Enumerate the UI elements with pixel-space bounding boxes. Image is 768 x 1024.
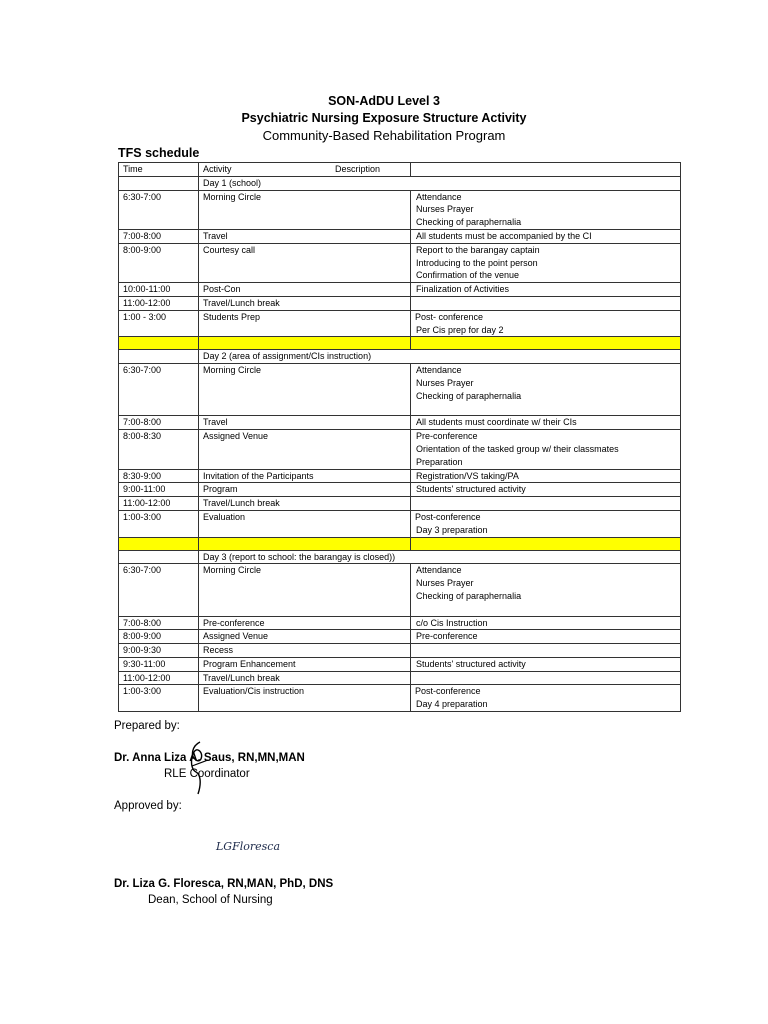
- approved-by-title: Dean, School of Nursing: [148, 894, 273, 906]
- time-cell: 11:00-12:00: [119, 671, 199, 685]
- highlight-separator-row: [119, 537, 681, 550]
- description-line: Nurses Prayer: [416, 578, 474, 589]
- description-line: Pre-conference: [416, 631, 478, 642]
- activity-cell: Evaluation/Cis instruction: [199, 685, 411, 712]
- description-line: Checking of paraphernalia: [416, 217, 522, 228]
- time-cell: 11:00-12:00: [119, 296, 199, 310]
- activity-cell: Morning Circle: [199, 190, 411, 229]
- table-row: [119, 430, 681, 469]
- description-line: Checking of paraphernalia: [416, 590, 522, 601]
- activity-cell: Pre-conference: [199, 616, 411, 630]
- time-cell: 6:30-7:00: [119, 190, 199, 229]
- table-row: [119, 229, 681, 243]
- description-line: Post-conference: [415, 686, 481, 697]
- table-row: [119, 243, 681, 282]
- description-cell: [411, 296, 681, 310]
- description-line: Attendance: [416, 565, 462, 576]
- time-cell: 1:00-3:00: [119, 685, 199, 712]
- description-line: Nurses Prayer: [416, 204, 474, 215]
- description-line: Finalization of Activities: [416, 284, 510, 295]
- day3-label: Day 3 (report to school: the barangay is closed)): [199, 550, 681, 564]
- table-row: [119, 564, 681, 616]
- highlight-cell: [119, 537, 199, 550]
- doc-title-line1: SON-AdDU Level 3: [328, 94, 440, 108]
- highlight-cell: [411, 537, 681, 550]
- table-row: [119, 416, 681, 430]
- description-cell: [411, 644, 681, 658]
- header-description-label: Description: [335, 164, 381, 174]
- day-label-empty: [119, 176, 199, 190]
- description-line: Orientation of the tasked group w/ their classmates: [416, 443, 619, 454]
- approved-by-label: Approved by:: [114, 800, 182, 812]
- description-cell: [411, 310, 681, 337]
- table-row: [119, 616, 681, 630]
- description-line: Students' structured activity: [416, 658, 526, 669]
- time-cell: 1:00-3:00: [119, 510, 199, 537]
- activity-cell: Morning Circle: [199, 564, 411, 616]
- activity-cell: Recess: [199, 644, 411, 658]
- activity-cell: Program: [199, 483, 411, 497]
- table-row: [119, 510, 681, 537]
- header-activity-label: Activity: [203, 164, 232, 174]
- day-label-row: [119, 176, 681, 190]
- description-cell: [411, 685, 681, 712]
- prepared-by-label: Prepared by:: [114, 720, 180, 732]
- description-cell: [411, 510, 681, 537]
- description-line: Students' structured activity: [416, 484, 526, 495]
- description-line: Day 4 preparation: [416, 699, 488, 710]
- description-line: c/o Cis Instruction: [416, 617, 488, 628]
- description-cell: [411, 243, 681, 282]
- time-cell: 7:00-8:00: [119, 616, 199, 630]
- prepared-by-name: Dr. Anna Liza A. Saus, RN,MN,MAN: [114, 752, 305, 764]
- activity-cell: Invitation of the Participants: [199, 469, 411, 483]
- table-header-row: [119, 163, 681, 177]
- day-label-row: [119, 350, 681, 364]
- table-row: [119, 190, 681, 229]
- description-line: [415, 297, 680, 310]
- description-cell: [411, 229, 681, 243]
- description-cell: [411, 497, 681, 511]
- highlight-cell: [199, 537, 411, 550]
- section-title: TFS schedule: [118, 146, 200, 160]
- time-cell: 7:00-8:00: [119, 416, 199, 430]
- description-cell: [411, 657, 681, 671]
- highlight-separator-row: [119, 337, 681, 350]
- table-row: [119, 644, 681, 658]
- table-row: [119, 685, 681, 712]
- activity-cell: Travel/Lunch break: [199, 497, 411, 511]
- description-line: Report to the barangay captain: [416, 244, 540, 255]
- description-line: [415, 644, 680, 657]
- description-cell: [411, 616, 681, 630]
- time-cell: 8:30-9:00: [119, 469, 199, 483]
- description-cell: [411, 416, 681, 430]
- activity-cell: Assigned Venue: [199, 430, 411, 469]
- time-cell: 11:00-12:00: [119, 497, 199, 511]
- activity-cell: Travel: [199, 229, 411, 243]
- day2-label: Day 2 (area of assignment/CIs instruction): [199, 350, 681, 364]
- doc-title-line2: Psychiatric Nursing Exposure Structure Activity: [241, 111, 527, 125]
- header-time: Time: [119, 163, 199, 177]
- table-row: [119, 671, 681, 685]
- description-line: All students must coordinate w/ their CIs: [416, 417, 577, 428]
- time-cell: 7:00-8:00: [119, 229, 199, 243]
- highlight-cell: [199, 337, 411, 350]
- activity-cell: Travel/Lunch break: [199, 296, 411, 310]
- day-label-empty: [119, 350, 199, 364]
- description-line: Day 3 preparation: [416, 524, 488, 535]
- time-cell: 9:30-11:00: [119, 657, 199, 671]
- highlight-cell: [119, 337, 199, 350]
- description-cell: [411, 469, 681, 483]
- time-cell: 8:00-8:30: [119, 430, 199, 469]
- description-line: Per Cis prep for day 2: [416, 324, 504, 335]
- time-cell: 8:00-9:00: [119, 243, 199, 282]
- signature-floresca-text: LGFloresca: [216, 840, 280, 853]
- header-description: [335, 163, 681, 177]
- table-row: [119, 296, 681, 310]
- table-row: [119, 310, 681, 337]
- description-line: Post-conference: [415, 511, 481, 522]
- description-cell: [411, 671, 681, 685]
- description-line: Introducing to the point person: [416, 257, 538, 268]
- description-line: Attendance: [416, 365, 462, 376]
- activity-cell: Program Enhancement: [199, 657, 411, 671]
- description-line: Registration/VS taking/PA: [416, 470, 519, 481]
- day-label-empty: [119, 550, 199, 564]
- activity-cell: Courtesy call: [199, 243, 411, 282]
- table-row: [119, 469, 681, 483]
- description-line: Checking of paraphernalia: [416, 390, 522, 401]
- table-row: [119, 364, 681, 416]
- activity-cell: Assigned Venue: [199, 630, 411, 644]
- description-line: Post- conference: [415, 311, 484, 322]
- day-label-row: [119, 550, 681, 564]
- activity-cell: Travel/Lunch break: [199, 671, 411, 685]
- description-cell: [411, 630, 681, 644]
- time-cell: 6:30-7:00: [119, 564, 199, 616]
- prepared-by-title: RLE Coordinator: [164, 768, 250, 780]
- time-cell: 9:00-11:00: [119, 483, 199, 497]
- description-line: Pre-conference: [416, 431, 478, 442]
- time-cell: 1:00 - 3:00: [119, 310, 199, 337]
- doc-title-line3: Community-Based Rehabilitation Program: [262, 128, 506, 143]
- description-line: Attendance: [416, 191, 462, 202]
- description-cell: [411, 190, 681, 229]
- time-cell: 8:00-9:00: [119, 630, 199, 644]
- description-cell: [411, 564, 681, 616]
- description-cell: [411, 430, 681, 469]
- table-row: [119, 657, 681, 671]
- time-cell: 10:00-11:00: [119, 283, 199, 297]
- description-spacer: [415, 403, 680, 416]
- description-line: Preparation: [416, 456, 463, 467]
- description-spacer: [415, 603, 680, 616]
- description-line: Confirmation of the venue: [416, 270, 520, 281]
- description-line: [415, 672, 680, 685]
- description-cell: [411, 364, 681, 416]
- activity-cell: Evaluation: [199, 510, 411, 537]
- activity-cell: Students Prep: [199, 310, 411, 337]
- activity-cell: Morning Circle: [199, 364, 411, 416]
- time-cell: 9:00-9:30: [119, 644, 199, 658]
- table-row: [119, 630, 681, 644]
- activity-cell: Travel: [199, 416, 411, 430]
- schedule-table: [118, 162, 681, 712]
- description-line: All students must be accompanied by the CI: [416, 230, 592, 241]
- description-line: Nurses Prayer: [416, 377, 474, 388]
- description-line: [415, 497, 680, 510]
- signature-floresca: [214, 832, 284, 860]
- highlight-cell: [411, 337, 681, 350]
- description-cell: [411, 283, 681, 297]
- time-cell: 6:30-7:00: [119, 364, 199, 416]
- activity-cell: Post-Con: [199, 283, 411, 297]
- approved-by-name: Dr. Liza G. Floresca, RN,MAN, PhD, DNS: [114, 878, 334, 890]
- table-row: [119, 283, 681, 297]
- day1-label: Day 1 (school): [199, 176, 681, 190]
- table-row: [119, 497, 681, 511]
- table-row: [119, 483, 681, 497]
- description-cell: [411, 483, 681, 497]
